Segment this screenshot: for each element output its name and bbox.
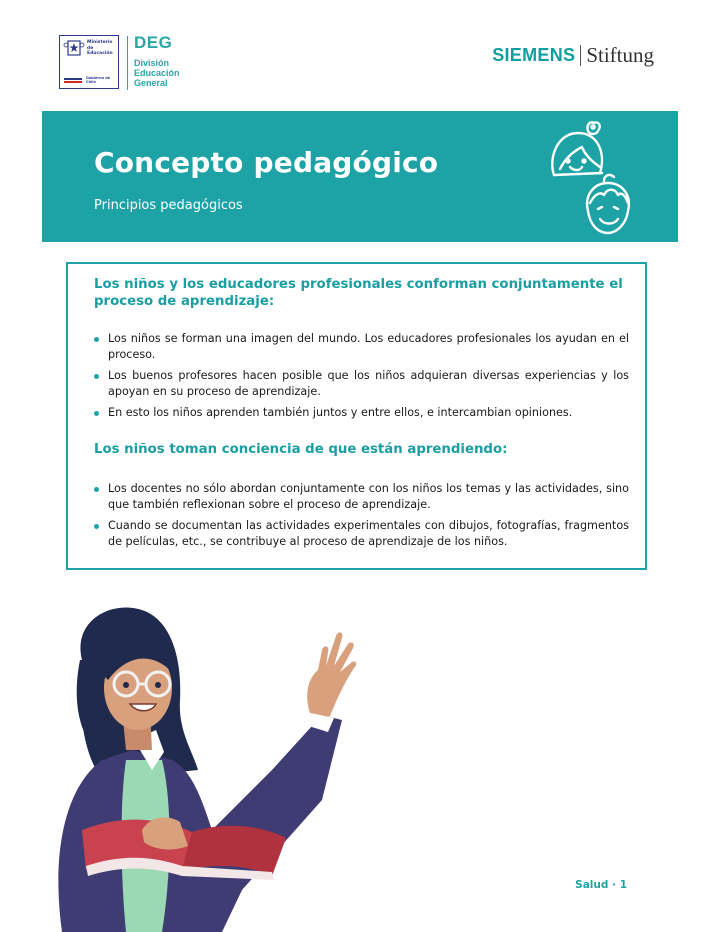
page-footer-label: Salud · 1 — [575, 879, 627, 891]
list-item — [94, 368, 629, 400]
bullet-dot-icon — [94, 487, 99, 492]
bullet-text: Los docentes no sólo abordan conjuntamente con los niños los temas y las actividades, sino que también reflexionan sobre el proceso de aprendizaje. — [108, 482, 629, 511]
bullet-dot-icon — [94, 524, 99, 529]
siemens-stiftung-logo — [492, 43, 654, 68]
ministry-name: Ministerio de Educación — [87, 40, 113, 56]
title-banner — [42, 111, 678, 242]
logo-separator — [580, 45, 581, 66]
children-faces-icon — [544, 117, 634, 237]
page-subtitle: Principios pedagógicos — [94, 198, 243, 213]
bullet-text: Los niños se forman una imagen del mundo. Los educadores profesionales los ayudan en el proceso. — [108, 332, 629, 361]
stiftung-word: Stiftung — [586, 43, 654, 67]
list-item — [94, 405, 629, 421]
teacher-illustration — [22, 600, 362, 932]
bullet-list-learning-process — [94, 331, 629, 426]
principles-box — [66, 262, 647, 570]
bullet-text: Cuando se documentan las actividades experimentales con dibujos, fotografías, fragmentos de películas, etc., se contribuye al proceso de aprendizaje de los niños. — [108, 519, 629, 548]
section-heading-awareness: Los niños toman conciencia de que están aprendiendo: — [94, 442, 508, 457]
deg-subtitle: División Educación General — [134, 58, 180, 88]
page-title: Concepto pedagógico — [94, 146, 439, 179]
list-item — [94, 518, 629, 550]
bullet-text: Los buenos profesores hacen posible que los niños adquieran diversas experiencias y los apoyan en su proceso de aprendizaje. — [108, 369, 629, 398]
list-item — [94, 481, 629, 513]
bullet-dot-icon — [94, 374, 99, 379]
flag-stripe-blue — [64, 78, 82, 80]
government-name: Gobierno de Chile — [86, 76, 111, 84]
siemens-word: SIEMENS — [492, 45, 576, 65]
bullet-dot-icon — [94, 411, 99, 416]
bullet-text: En esto los niños aprenden también juntos y entre ellos, e intercambian opiniones. — [108, 406, 573, 419]
chile-crest-icon — [63, 39, 85, 57]
ministry-logo — [59, 35, 119, 89]
section-heading-learning-process: Los niños y los educadores profesionales conforman conjuntamente el proceso de aprendizaje: — [94, 277, 623, 309]
bullet-list-awareness — [94, 481, 629, 555]
flag-stripe-red — [64, 81, 82, 83]
bullet-dot-icon — [94, 337, 99, 342]
list-item — [94, 331, 629, 363]
logo-divider — [127, 36, 128, 90]
deg-title: DEG — [134, 33, 173, 52]
